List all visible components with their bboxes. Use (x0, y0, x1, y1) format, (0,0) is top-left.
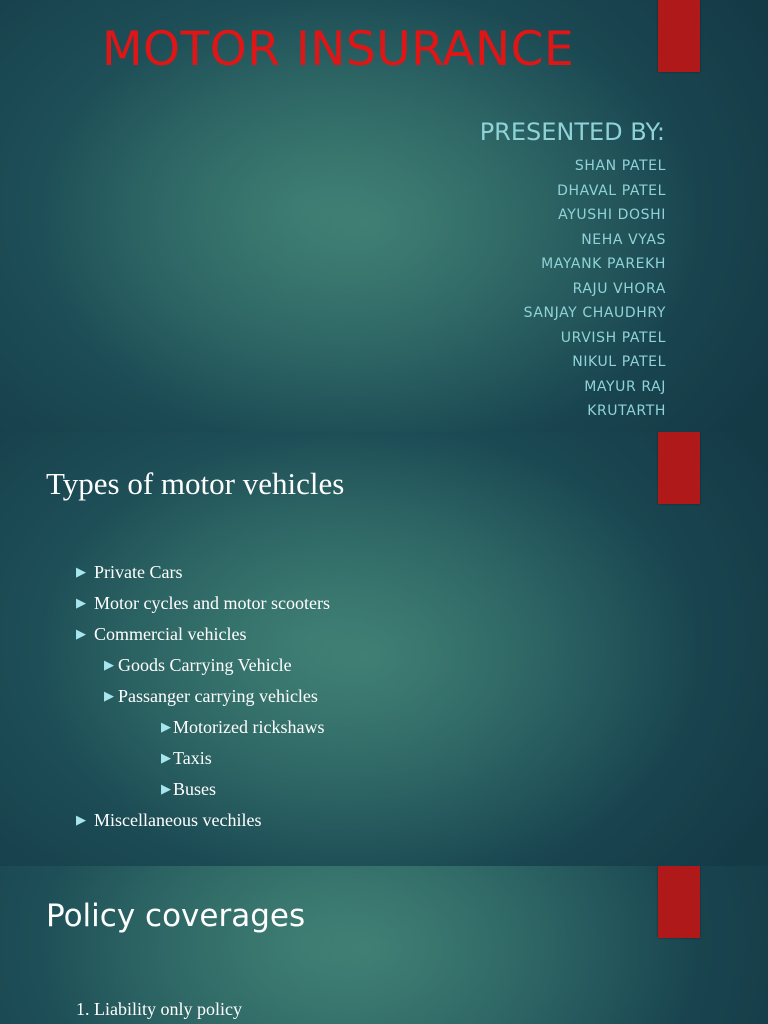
presenter-name: NIKUL PATEL (572, 354, 666, 370)
list-item: ▶ Taxis (161, 748, 212, 768)
triangle-bullet-icon: ▶ (161, 781, 171, 796)
red-accent-bar (658, 432, 700, 504)
presenter-name: AYUSHI DOSHI (558, 207, 666, 223)
list-item: ▶ Motorized rickshaws (161, 717, 325, 737)
slide-vehicle-types (0, 432, 768, 866)
triangle-bullet-icon: ▶ (76, 812, 86, 827)
triangle-bullet-icon: ▶ (76, 595, 86, 610)
triangle-bullet-icon: ▶ (161, 750, 171, 765)
triangle-bullet-icon: ▶ (104, 657, 114, 672)
list-item: ▶ Miscellaneous vechiles (76, 810, 262, 830)
presenter-name: SHAN PATEL (574, 158, 666, 174)
list-item: ▶ Passanger carrying vehicles (104, 686, 318, 706)
presenter-name: KRUTARTH (587, 403, 666, 419)
presented-by-label: PRESENTED BY: (479, 118, 665, 146)
triangle-bullet-icon: ▶ (76, 564, 86, 579)
presenter-list (524, 154, 666, 424)
triangle-bullet-icon: ▶ (161, 719, 171, 734)
list-item: ▶ Commercial vehicles (76, 624, 247, 644)
presenter-name: RAJU VHORA (572, 280, 666, 297)
slide-heading: Policy coverages (46, 898, 306, 934)
list-item: 1. Liability only policy (76, 999, 242, 1019)
presenter-name: MAYUR RAJ (584, 378, 666, 395)
list-item: ▶ Buses (161, 779, 217, 799)
triangle-bullet-icon: ▶ (104, 688, 114, 703)
red-accent-bar (658, 866, 700, 938)
list-item: ▶ Motor cycles and motor scooters (76, 593, 330, 613)
list-item: ▶ Private Cars (76, 562, 183, 582)
presenter-name: DHAVAL PATEL (557, 182, 666, 199)
triangle-bullet-icon: ▶ (76, 626, 86, 641)
slide-heading: Types of motor vehicles (46, 466, 345, 501)
presenter-name: SANJAY CHAUDHRY (523, 305, 666, 321)
presenter-name: MAYANK PAREKH (541, 256, 666, 272)
slide-policy-coverages (0, 866, 768, 1024)
presenter-name: URVISH PATEL (560, 329, 666, 346)
red-accent-bar (658, 0, 700, 72)
presenter-name: NEHA VYAS (581, 231, 666, 248)
presentation-title: MOTOR INSURANCE (102, 22, 575, 77)
list-item: ▶ Goods Carrying Vehicle (104, 655, 292, 675)
slide-title (0, 0, 768, 432)
